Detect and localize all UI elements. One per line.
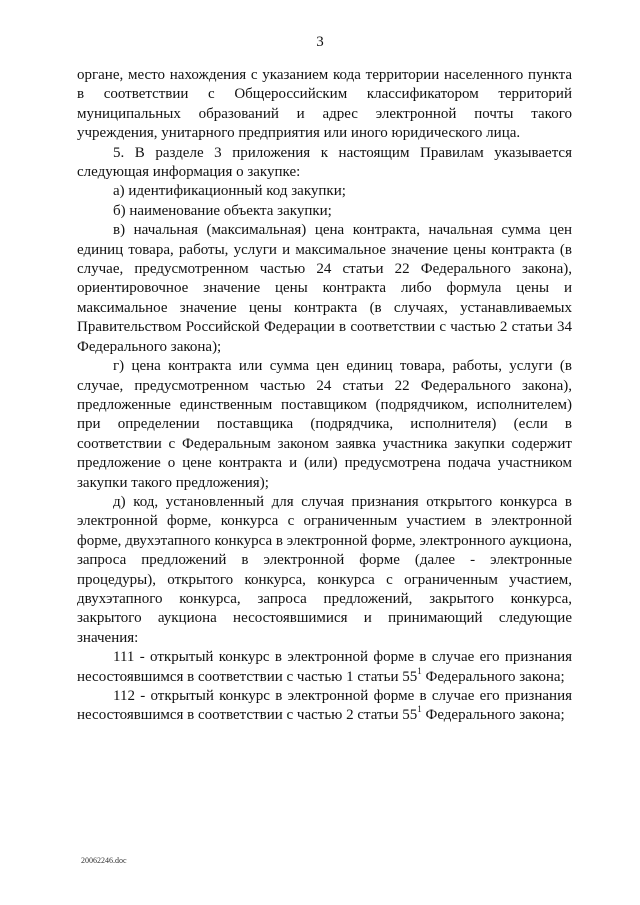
paragraph-item-v: в) начальная (максимальная) цена контракта, начальная сумма цен единиц товара, работы, услуги и максимальное значение цены контракта (в случае, предусмотренном частью 24 статьи 22 Федерального закона), ориентировочное значение цены контракта либо формула цены и максимальное значение цены контракта (в случаях, устанавливаемых Правительством Российской Федерации в соответствии с частью 2 статьи 34 Федерального закона); xyxy=(77,222,572,355)
footer-filename: 20062246.doc xyxy=(81,856,127,865)
paragraph-code-111 xyxy=(77,648,572,687)
paragraph-item-d: д) код, установленный для случая признания открытого конкурса в электронной форме, конкурса с ограниченным участием в электронной форме, двухэтапного конкурса в электронной форме, электронного аукциона, запроса предложений в электронной форме (далее - электронные процедуры), открытого конкурса, конкурса с ограниченным участием, двухэтапного конкурса, запроса предложений, закрытого конкурса, закрытого аукциона несостоявшимися и принимающий следующие значения: xyxy=(77,493,572,646)
paragraph-item-b: б) наименование объекта закупки; xyxy=(113,202,332,219)
paragraph-continuation: органе, место нахождения с указанием кода территории населенного пункта в соответствии с Общероссийским классификатором территорий муниципальных образований и адрес электронной почты такого учреждения, унитарного предприятия или иного юридического лица. xyxy=(77,67,572,142)
code-112-text: 112 - открытый конкурс в электронной форме в случае его признания несостоявшимся в соответствии с частью 2 статьи 55 xyxy=(77,688,572,724)
code-112-superscript: 1 xyxy=(417,704,422,715)
paragraph-item-a: а) идентификационный код закупки; xyxy=(113,183,346,200)
code-112-tail: Федерального закона; xyxy=(421,707,565,724)
document-body xyxy=(77,66,572,726)
code-111-tail: Федерального закона; xyxy=(421,668,565,685)
code-111-text: 111 - открытый конкурс в электронной форме в случае его признания несостоявшимся в соответствии с частью 1 статьи 55 xyxy=(77,649,572,685)
paragraph-code-112 xyxy=(77,687,572,726)
paragraph-item-g: г) цена контракта или сумма цен единиц товара, работы, услуги (в случае, предусмотренном частью 24 статьи 22 Федерального закона), предложенные единственным поставщиком (подрядчиком, исполнителем) при определении поставщика (подрядчика, исполнителя) (если в соответствии с Федеральным законом заявка участника закупки содержит предложение о цене контракта и (или) предусмотрена подача участником закупки такого предложения); xyxy=(77,358,572,491)
code-111-superscript: 1 xyxy=(417,665,422,676)
paragraph-section-5: 5. В разделе 3 приложения к настоящим Правилам указывается следующая информация о закупке: xyxy=(77,144,572,181)
page-number: 3 xyxy=(316,34,324,50)
